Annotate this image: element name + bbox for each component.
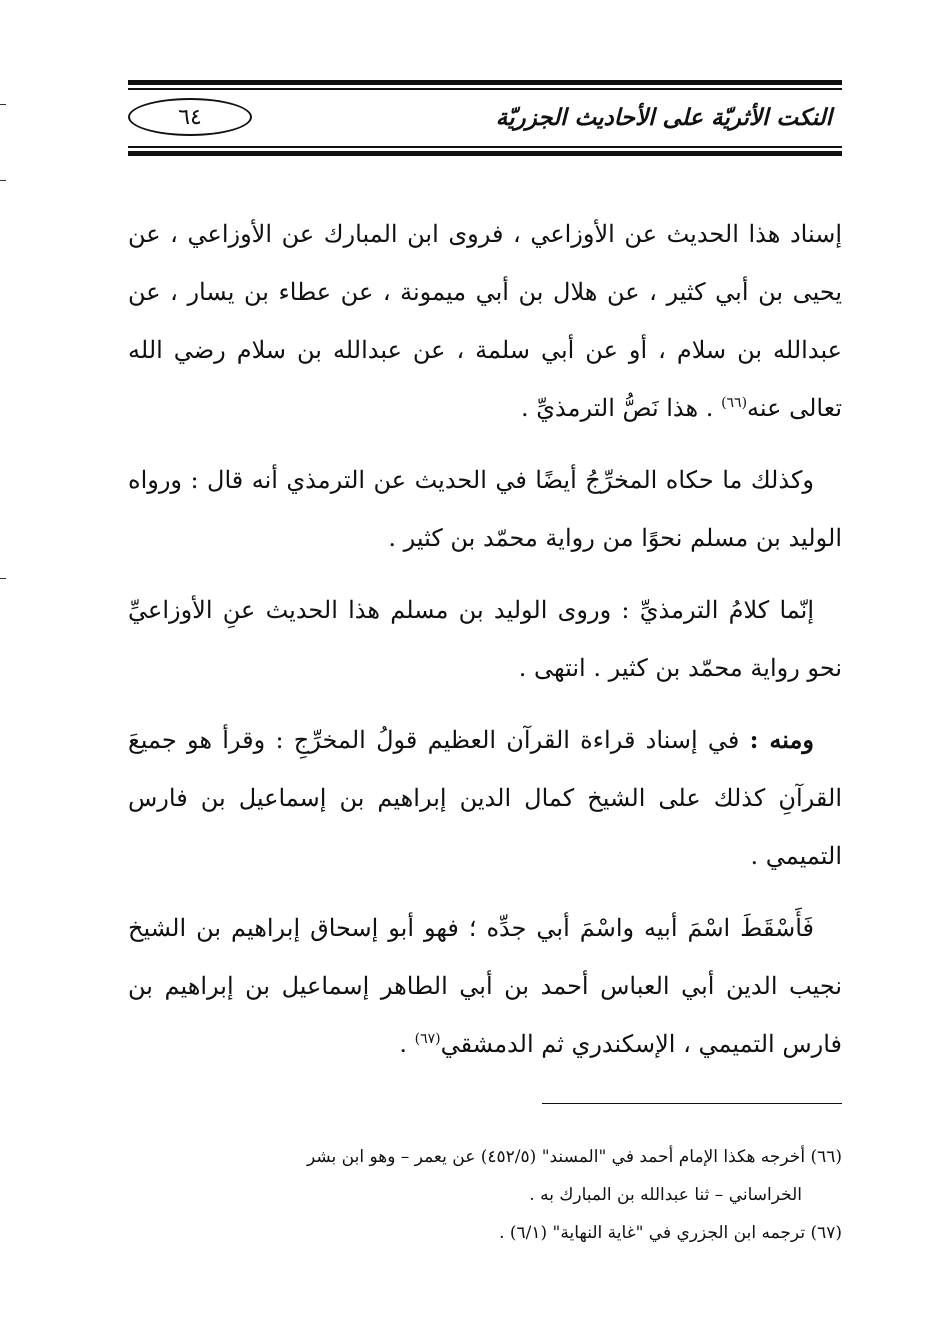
page-number-badge bbox=[128, 98, 252, 136]
running-header bbox=[128, 92, 842, 142]
scan-edge-mark bbox=[0, 104, 6, 105]
paragraph-3: إنّما كلامُ الترمذيِّ : وروى الوليد بن مسلم هذا الحديث عنِ الأوزاعيِّ نحو رواية محمّد بن كثير . انتهى . bbox=[128, 596, 842, 682]
footnote-67: (٦٧) ترجمه ابن الجزري في "غاية النهاية" (٦/١) . bbox=[499, 1223, 842, 1243]
scan-edge-mark bbox=[0, 578, 6, 579]
scan-edge-mark bbox=[0, 180, 6, 181]
paragraph-4 bbox=[128, 711, 842, 885]
header-bottom-rule-thin bbox=[128, 146, 842, 148]
header-top-rule-thin bbox=[128, 88, 842, 90]
header-top-rule-thick bbox=[128, 80, 842, 85]
paragraph-5-text: فَأَسْقَطَ اسْمَ أبيه واسْمَ أبي جدِّه ؛ فهو أبو إسحاق إبراهيم بن الشيخ نجيب الدين أبي العباس أحمد بن أبي الطاهر إسماعيل بن إبراهيم بن فارس التميمي ، الإسكندري ثم الدمشقي bbox=[128, 914, 842, 1058]
header-bottom-rule-thick bbox=[128, 151, 842, 156]
footnote-66-line-2: الخراساني – ثنا عبدالله بن المبارك به . bbox=[529, 1185, 802, 1205]
footnote-separator bbox=[542, 1103, 842, 1104]
page-number: ٦٤ bbox=[178, 104, 202, 130]
paragraph-5 bbox=[128, 899, 842, 1073]
footnote-66-line-1: (٦٦) أخرجه هكذا الإمام أحمد في "المسند" (٤٥٢/٥) عن يعمر – وهو ابن بشر bbox=[306, 1147, 842, 1167]
paragraph-2: وكذلك ما حكاه المخرِّجُ أيضًا في الحديث عن الترمذي أنه قال : ورواه الوليد بن مسلم نحوًا من رواية محمّد بن كثير . bbox=[128, 466, 842, 552]
paragraph-1 bbox=[128, 205, 842, 437]
footnotes bbox=[128, 1138, 842, 1252]
paragraph-4-lead: ومنه : bbox=[749, 725, 814, 754]
footnote-ref-66[interactable]: (٦٦) bbox=[721, 395, 748, 411]
paragraph-1-end: . هذا نَصُّ الترمذيِّ . bbox=[520, 394, 722, 422]
paragraph-1-text: إسناد هذا الحديث عن الأوزاعي ، فروى ابن المبارك عن الأوزاعي ، عن يحيى بن أبي كثير ، عن هلال بن أبي ميمونة ، عن عطاء بن يسار ، عن عبدالله بن سلام ، أو عن أبي سلمة ، عن عبدالله بن سلام رضي الله تعالى عنه bbox=[128, 220, 843, 422]
paragraph-4-text: في إسناد قراءة القرآن العظيم قولُ المخرِّجِ : وقرأ هو جميعَ القرآنِ كذلك على الشيخ كمال الدين إبراهيم بن إسماعيل بن فارس التميمي . bbox=[128, 726, 842, 870]
main-text bbox=[128, 205, 842, 1087]
paragraph-5-end: . bbox=[399, 1030, 415, 1058]
footnote-ref-67[interactable]: (٦٧) bbox=[414, 1031, 441, 1047]
running-title: النكت الأثريّة على الأحاديث الجزريّة bbox=[495, 103, 832, 131]
